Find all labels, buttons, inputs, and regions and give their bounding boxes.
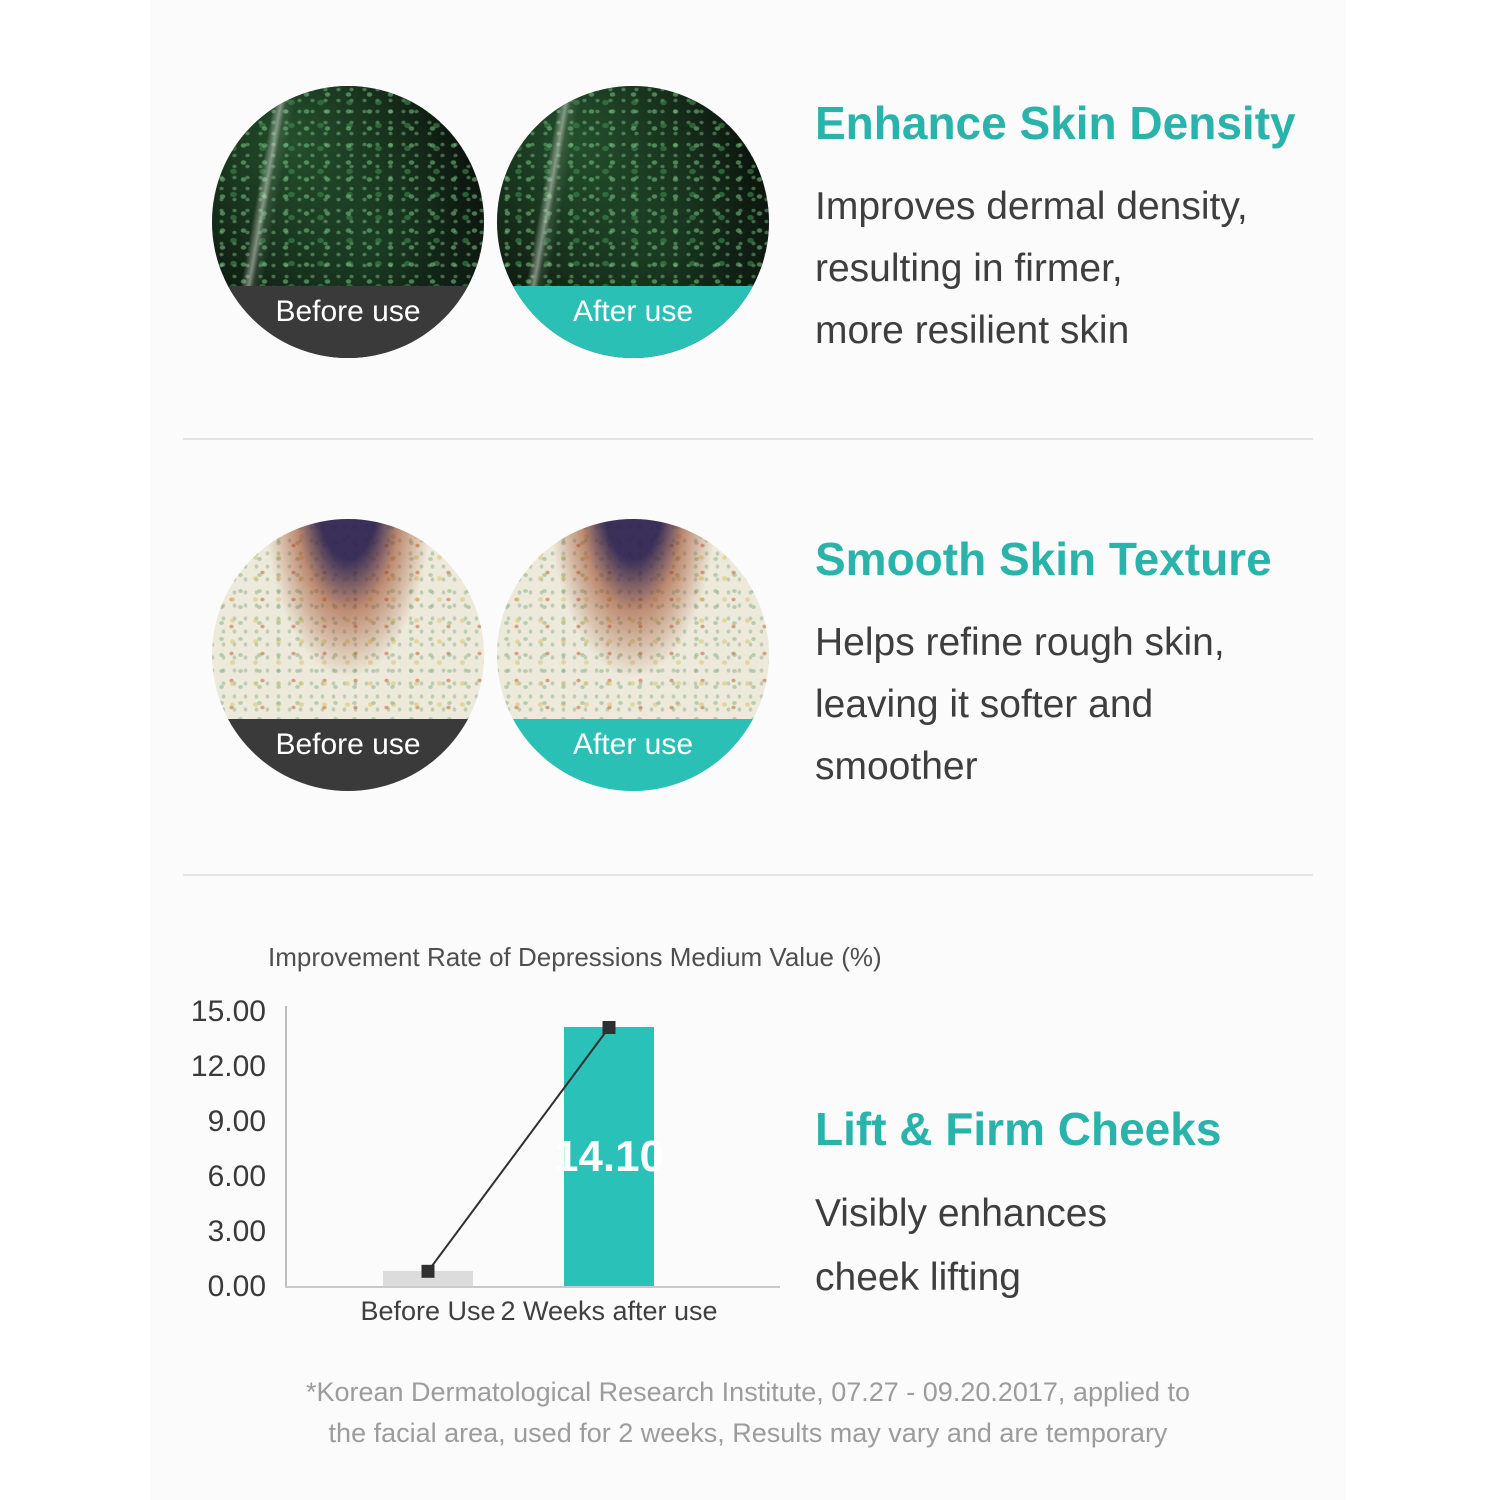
section-lift-firm-cheeks xyxy=(815,1102,1355,1310)
section-enhance-skin-density xyxy=(815,96,1355,362)
after-use-label: After use xyxy=(497,719,769,791)
before-use-label: Before use xyxy=(212,286,484,358)
body-line: smoother xyxy=(815,745,978,788)
section-divider xyxy=(183,874,1313,876)
before-use-label: Before use xyxy=(212,719,484,791)
section-body xyxy=(815,612,1355,798)
texture-after-photo xyxy=(497,519,769,791)
y-axis-tick: 15.00 xyxy=(190,995,266,1028)
body-line: cheek lifting xyxy=(815,1256,1021,1299)
y-axis-tick: 3.00 xyxy=(207,1215,266,1248)
body-line: resulting in firmer, xyxy=(815,247,1123,290)
footnote xyxy=(150,1372,1346,1454)
body-line: Helps refine rough skin, xyxy=(815,621,1225,664)
trend-overlay xyxy=(287,1011,780,1286)
trend-marker xyxy=(603,1021,616,1034)
body-line: leaving it softer and xyxy=(815,683,1154,726)
body-line: more resilient skin xyxy=(815,309,1130,352)
x-axis-line xyxy=(285,1286,780,1288)
footnote-line: the facial area, used for 2 weeks, Results may vary and are temporary xyxy=(328,1418,1168,1448)
density-before-photo xyxy=(212,86,484,358)
body-line: Visibly enhances xyxy=(815,1192,1107,1235)
after-use-label: After use xyxy=(497,286,769,358)
section-divider xyxy=(183,438,1313,440)
x-axis-label-after: 2 Weeks after use xyxy=(500,1296,718,1326)
section-title: Smooth Skin Texture xyxy=(815,533,1272,585)
footnote-line: *Korean Dermatological Research Institute, 07.27 - 09.20.2017, applied to xyxy=(305,1377,1191,1407)
section-body xyxy=(815,176,1355,362)
section-title: Lift & Firm Cheeks xyxy=(815,1103,1222,1155)
body-line: Improves dermal density, xyxy=(815,185,1248,228)
y-axis-tick: 6.00 xyxy=(207,1160,266,1193)
bar-value-label: 14.10 xyxy=(553,1131,665,1181)
y-axis-tick: 9.00 xyxy=(207,1105,266,1138)
trend-line xyxy=(428,1028,609,1272)
section-body xyxy=(815,1182,1355,1310)
y-axis-tick: 0.00 xyxy=(207,1270,266,1303)
density-after-photo xyxy=(497,86,769,358)
x-axis-label-before: Before Use xyxy=(360,1296,496,1326)
texture-before-photo xyxy=(212,519,484,791)
bar-chart-plot xyxy=(287,1011,780,1286)
trend-marker xyxy=(422,1265,435,1278)
section-smooth-skin-texture xyxy=(815,532,1355,798)
y-axis-tick: 12.00 xyxy=(190,1050,266,1083)
chart-title: Improvement Rate of Depressions Medium Value (%) xyxy=(268,942,882,972)
section-title: Enhance Skin Density xyxy=(815,97,1296,149)
content-panel xyxy=(150,0,1346,1500)
